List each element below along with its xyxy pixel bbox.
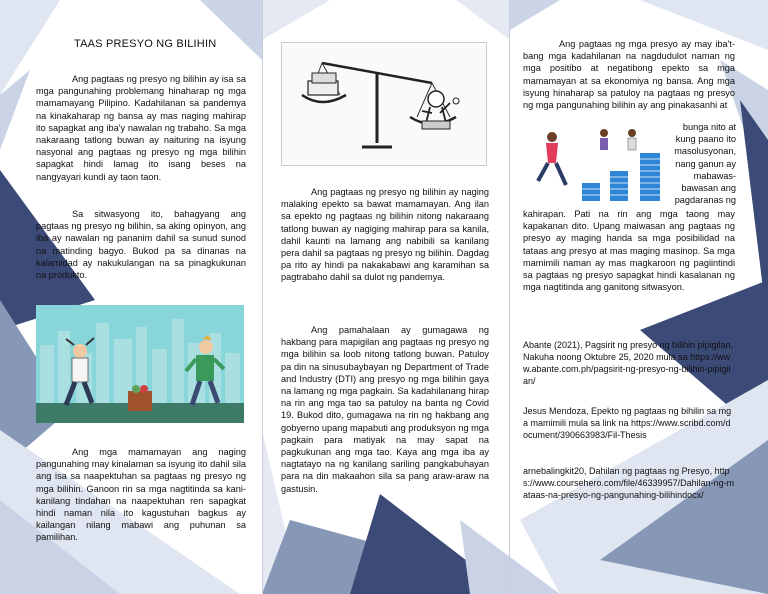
balance-scale-illustration: [281, 42, 487, 166]
panel-divider-2: [509, 0, 510, 594]
panel1-paragraph-3: Ang mga mamamayan ang naging pangunahing may kinalaman sa isyung ito dahil sila ang isa sa naapektuhan sa pagtaas ng presyo ng mga bilihin. Ganoon rin sa mga nagtitinda sa kani-kanilang tindahan na naapektuhan ren sapagkat hindi naman nila ito kagustuhan bagkus ay kailangan nilang mabawi ang puhunan sa pamilihan.: [36, 447, 246, 543]
panel3-paragraph-2: kahirapan. Pati na rin ang mga taong may kapakanan dito. Upang maiwasan ang pagtaas ng presyo ay maging handa sa mga posibilidad na tataas ang presyo at mas maging masinop. Sa mga mamimili naman ay mas magkaroon ng pagiintindi sa pagtaas ng presyo sapagkat hindi kasalanan ng mga nagtitinda ang ganitong sitwasyon.: [523, 209, 735, 293]
panel3-paragraph-1: Ang pagtaas ng mga presyo ay may iba't-bang mga kadahilanan na nagdudulot naman ng mga positibo at negatibong epekto sa mga mamamayan at sa ekonomiya ng bansa. Ang mga isyung hinaharap sa patuloy na pagtaas ng presyo ng mga pangunahing bilihin ay ang pinakasanhi at: [523, 39, 735, 111]
wrap-line: mabawas-: [693, 170, 736, 181]
panel3-wrap-text: [664, 121, 736, 206]
running-people-illustration: [36, 305, 244, 423]
wrap-line: bunga nito at: [682, 122, 736, 132]
panel-divider-1: [262, 0, 263, 594]
panel2-paragraph-2: Ang pamahalaan ay gumagawa ng hakbang para mapigilan ang pagtaas ng presyo ng mga bilihin sa loob nitong tatlong buwan. Patuloy pa din na sinusubaybayan ng Department of Trade and Industry (DTI) ang presyo ng mga bilihin gaya na lamang ng mga pagkain. Sa kadahilanang hirap na rin ang mga tao sa patuloy na banta ng Covid 19. Bukod dito, gumagawa na rin ng hakbang ang gobyerno upang mapabuti ang produksyon ng mga pagkain para matiyak na may sapat na pagkukunan ang mga tao. Kaya ang mga iba ay nagtatayo na ng kanilang sariling pangkabuhayan para na din makaahon sila sa pang araw-araw na gastusin.: [281, 325, 489, 494]
panel1-paragraph-2: Sa sitwasyong ito, bahagyang ang pagtaas ng presyo ng bilihin, sa aking opinyon, ang iba ay nawalan ng pananim dahil sa sunud sunod na matinding bagyo. Bukod pa sa dinanas na kalamidad ay nakukulangan na sa pinagkukunan na produkto.: [36, 209, 246, 281]
wrap-line: kung paano ito: [675, 134, 736, 145]
reference-2: Jesus Mendoza, Epekto ng pagtaas ng bihilin sa mga mamimili mula sa link na https://www.scribd.com/document/390663983/Fil-Thesis: [523, 406, 732, 440]
wrap-line: masolusyonan,: [674, 146, 736, 157]
wrap-line: pagdaranas ng: [674, 195, 736, 206]
reference-1: Abante (2021), Pagsirit ng presyo ng bilihin pipigilan, Nakuha noong Oktubre 25, 2020 mula sa https://www.abante.com.ph/pagsirit-ng-presyo-ng-bilihin-pipigilan/: [523, 340, 734, 386]
bar-chart-people-illustration: [522, 123, 664, 203]
brochure-title: TAAS PRESYO NG BILIHIN: [74, 38, 217, 50]
panel2-paragraph-1: Ang pagtaas ng presyo ng bilihin ay naging malaking epekto sa bawat mamamayan. Ang ilan sa epekto ng pagtaas ng bilihin nitong nakaraang tatlong buwan ay nagiging mahirap para sa kanila, dahil kaunti na lamang ang nabibili sa kanilang pera dahil sa pagtaas ng presyo ng bilihin. Dagdag pa rito ay hindi pa nakakabawi ang karamihan sa pagtrabaho dahil sa dulot ng pandemya.: [281, 187, 489, 283]
reference-3: arnebalingkit20, Dahilan ng pagtaas ng Presyo, https://www.coursehero.com/file/46339957/Dahilan-ng-mataas-na-presyo-ng-pangunahing-bilihindocx/: [523, 466, 735, 500]
panel1-paragraph-1: Ang pagtaas ng presyo ng bilihin ay isa sa mga pangunahing problemang hinaharap ng mga mamamayang Pilipino. Kadahilanan sa pandemya na kinakaharap ng bansa ay mas naging mahirap ito sapagkat ang iba'y nawalan ng trabaho. Sa mga nakaraang tatlong buwan ay naituring na isyung nasyonal ang pagtaas ng presyo ng mga bilihin sapagkat hindi lamag ito isang beses na nangyayari kundi ay taon taon.: [36, 74, 246, 182]
wrap-line: bawasan ang: [681, 183, 736, 194]
wrap-line: nang ganun ay: [675, 158, 736, 169]
